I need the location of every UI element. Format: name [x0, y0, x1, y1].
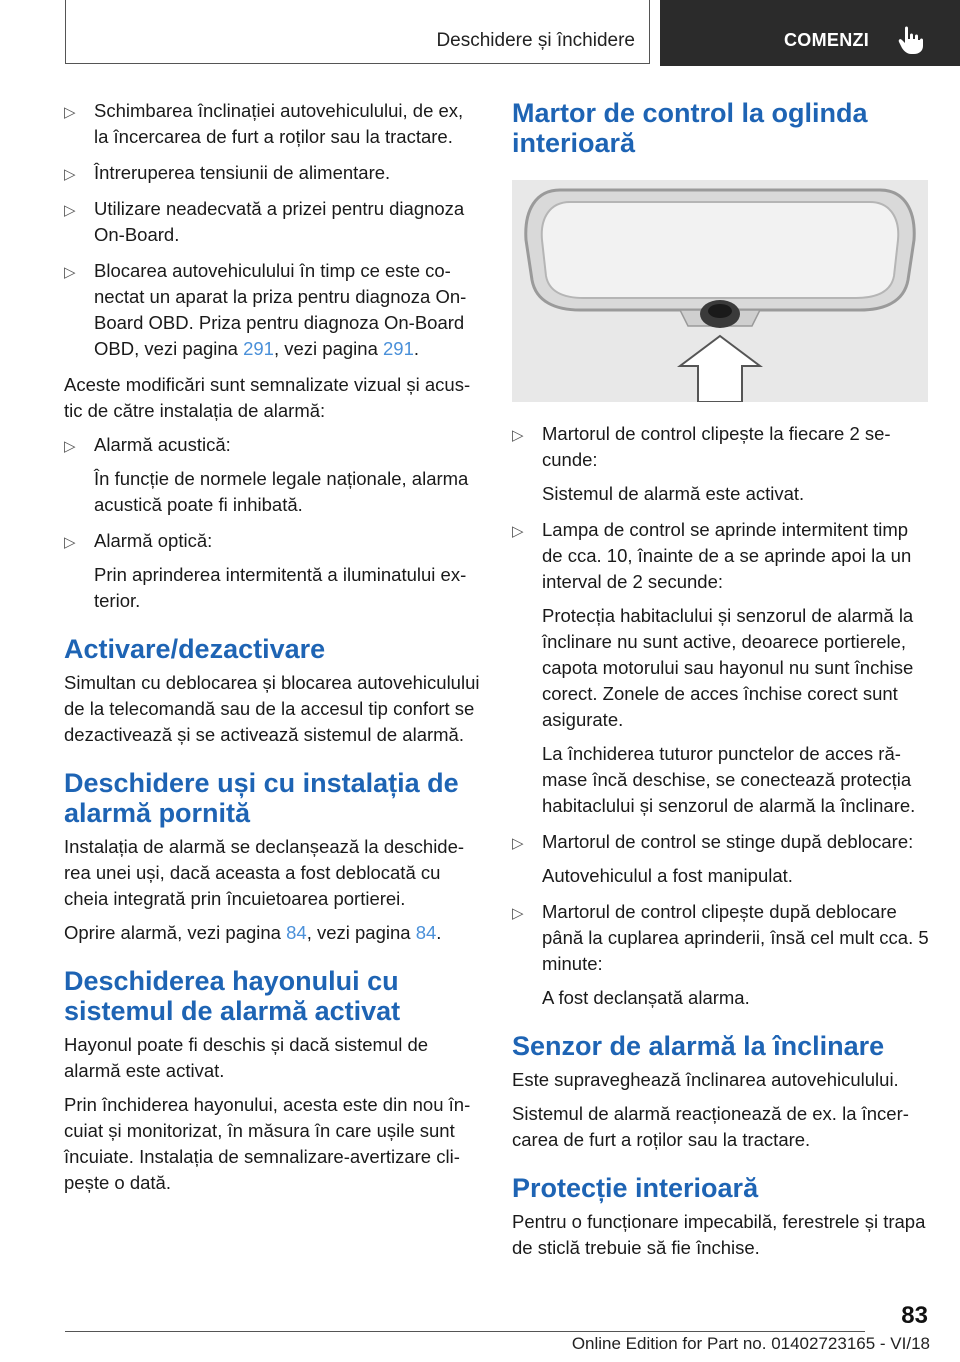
- list-item-title: Martorul de control clipește după deblocare până la cuplarea aprinderii, însă cel mult cca. 5 minute:: [542, 901, 929, 974]
- list-item-title: Lampa de control se aprinde intermitent timp de cca. 10, înainte de a se aprinde apoi la un interval de 2 secunde:: [542, 519, 912, 592]
- list-item-text: Utilizare neadecvată a prizei pentru diagnoza On-Board.: [94, 198, 465, 245]
- chapter-tab[interactable]: [660, 0, 960, 66]
- list-item: [64, 258, 482, 362]
- section-title-box: [65, 0, 650, 64]
- chapter-tab-label: COMENZI: [784, 30, 870, 50]
- paragraph: [64, 920, 482, 946]
- section-title: Deschidere și închidere: [436, 30, 635, 51]
- section-heading: Deschiderea hayonului cu sistemul de alarmă activat: [64, 966, 401, 1026]
- edition-note: Online Edition for Part no. 01402723165 - VI/18: [571, 1334, 930, 1353]
- section-heading: Activare/dezactivare: [64, 634, 326, 664]
- footer-divider: [65, 1331, 865, 1332]
- list-item-detail: În funcție de normele legale naționale, alarma acustică poate fi inhibată.: [94, 468, 469, 515]
- list-item-text: Întreruperea tensiunii de alimentare.: [94, 162, 391, 183]
- list-item-detail: A fost declanșată alarma.: [542, 987, 750, 1008]
- section-heading: Deschidere uși cu instalația de alarmă pornită: [64, 768, 459, 828]
- paragraph: Aceste modificări sunt semnalizate vizual și acustic de către instalația de alarmă:: [64, 374, 471, 421]
- paragraph: Este supraveghează înclinarea autovehiculului.: [512, 1069, 899, 1090]
- list-item-detail: Sistemul de alarmă este activat.: [542, 483, 805, 504]
- list-item-text: Blocarea autovehiculului în timp ce este conectat un aparat la priza pentru diagnoza On-Board OBD. Priza pentru diagnoza On-Board OBD, vezi pagina: [94, 260, 467, 359]
- triangle-bullet-icon: ▷: [512, 523, 524, 540]
- list-item: [64, 98, 482, 150]
- list-item-text: .: [413, 338, 420, 359]
- list-item-text: , vezi pagina: [273, 338, 383, 359]
- triangle-bullet-icon: ▷: [64, 264, 76, 281]
- list-item: [64, 160, 482, 186]
- left-column: [64, 98, 482, 1204]
- paragraph: Hayonul poate fi deschis și dacă sistemul de alarmă este activat.: [64, 1034, 429, 1081]
- list-item-detail: Protecția habitaclului și senzorul de alarmă la înclinare nu sunt active, deoarece portierele, capota motorului sau hayonul nu sunt închise corect. Zonele de acces închise corect sunt asigurate.: [542, 605, 914, 730]
- section-heading: Protecție interioară: [512, 1173, 759, 1203]
- page-link[interactable]: 84: [415, 922, 437, 943]
- paragraph: Simultan cu deblocarea și blocarea autovehiculului de la telecomandă sau de la accesul tip confort se dezactivează și se activează sistemul de alarmă.: [64, 672, 480, 745]
- list-item: [512, 517, 930, 819]
- paragraph: Instalația de alarmă se declanșează la deschiderea unei uși, dacă aceasta a fost deblocată cu cheia integrată prin încuietoarea portierei.: [64, 836, 465, 909]
- list-item: [512, 829, 930, 889]
- triangle-bullet-icon: ▷: [512, 835, 524, 852]
- section-heading: Senzor de alarmă la înclinare: [512, 1031, 885, 1061]
- list-item-text: Schimbarea înclinației autovehiculului, de ex, la încercarea de furt a roților sau la tractare.: [94, 100, 464, 147]
- paragraph-text: .: [436, 922, 442, 943]
- list-item: [64, 432, 482, 518]
- paragraph-text: , vezi pagina: [306, 922, 416, 943]
- triangle-bullet-icon: ▷: [512, 427, 524, 444]
- paragraph: Sistemul de alarmă reacționează de ex. la încercarea de furt a roților sau la tractare.: [512, 1103, 909, 1150]
- page-link[interactable]: 291: [383, 338, 414, 359]
- list-item: [64, 528, 482, 614]
- rear-view-mirror-indicator-image: [512, 180, 928, 402]
- page-link[interactable]: 84: [286, 922, 307, 943]
- list-item-detail: Autovehiculul a fost manipulat.: [542, 865, 793, 886]
- list-item: [64, 196, 482, 248]
- list-item-detail: Prin aprinderea intermitentă a iluminatului exterior.: [94, 564, 467, 611]
- triangle-bullet-icon: ▷: [64, 104, 76, 121]
- paragraph: Pentru o funcționare impecabilă, ferestrele și trapa de sticlă trebuie să fie închise.: [512, 1211, 926, 1258]
- paragraph: Prin închiderea hayonului, acesta este din nou încuiat și monitorizat, în măsura în care ușile sunt încuiate. Instalația de semnalizare-avertizare clipește o dată.: [64, 1094, 471, 1193]
- list-item-title: Alarmă acustică:: [94, 434, 231, 455]
- triangle-bullet-icon: ▷: [64, 534, 76, 551]
- triangle-bullet-icon: ▷: [64, 166, 76, 183]
- page-link[interactable]: 291: [243, 338, 274, 359]
- list-item-title: Martorul de control se stinge după deblocare:: [542, 831, 914, 852]
- triangle-bullet-icon: ▷: [64, 438, 76, 455]
- right-column: [512, 98, 930, 1269]
- list-item-title: Alarmă optică:: [94, 530, 213, 551]
- section-heading: Martor de control la oglinda interioară: [512, 98, 868, 158]
- hand-pointer-icon: [896, 24, 926, 56]
- list-item-title: Martorul de control clipește la fiecare 2 secunde:: [542, 423, 891, 470]
- list-item: [512, 421, 930, 507]
- triangle-bullet-icon: ▷: [512, 905, 524, 922]
- list-item-detail: La închiderea tuturor punctelor de acces rămase încă deschise, se conectează protecția habitaclului și senzorul de alarmă la înclinare.: [542, 743, 916, 816]
- page-number: 83: [901, 1302, 928, 1329]
- page-header: [0, 0, 960, 66]
- paragraph-text: Oprire alarmă, vezi pagina: [64, 922, 287, 943]
- triangle-bullet-icon: ▷: [64, 202, 76, 219]
- list-item: [512, 899, 930, 1011]
